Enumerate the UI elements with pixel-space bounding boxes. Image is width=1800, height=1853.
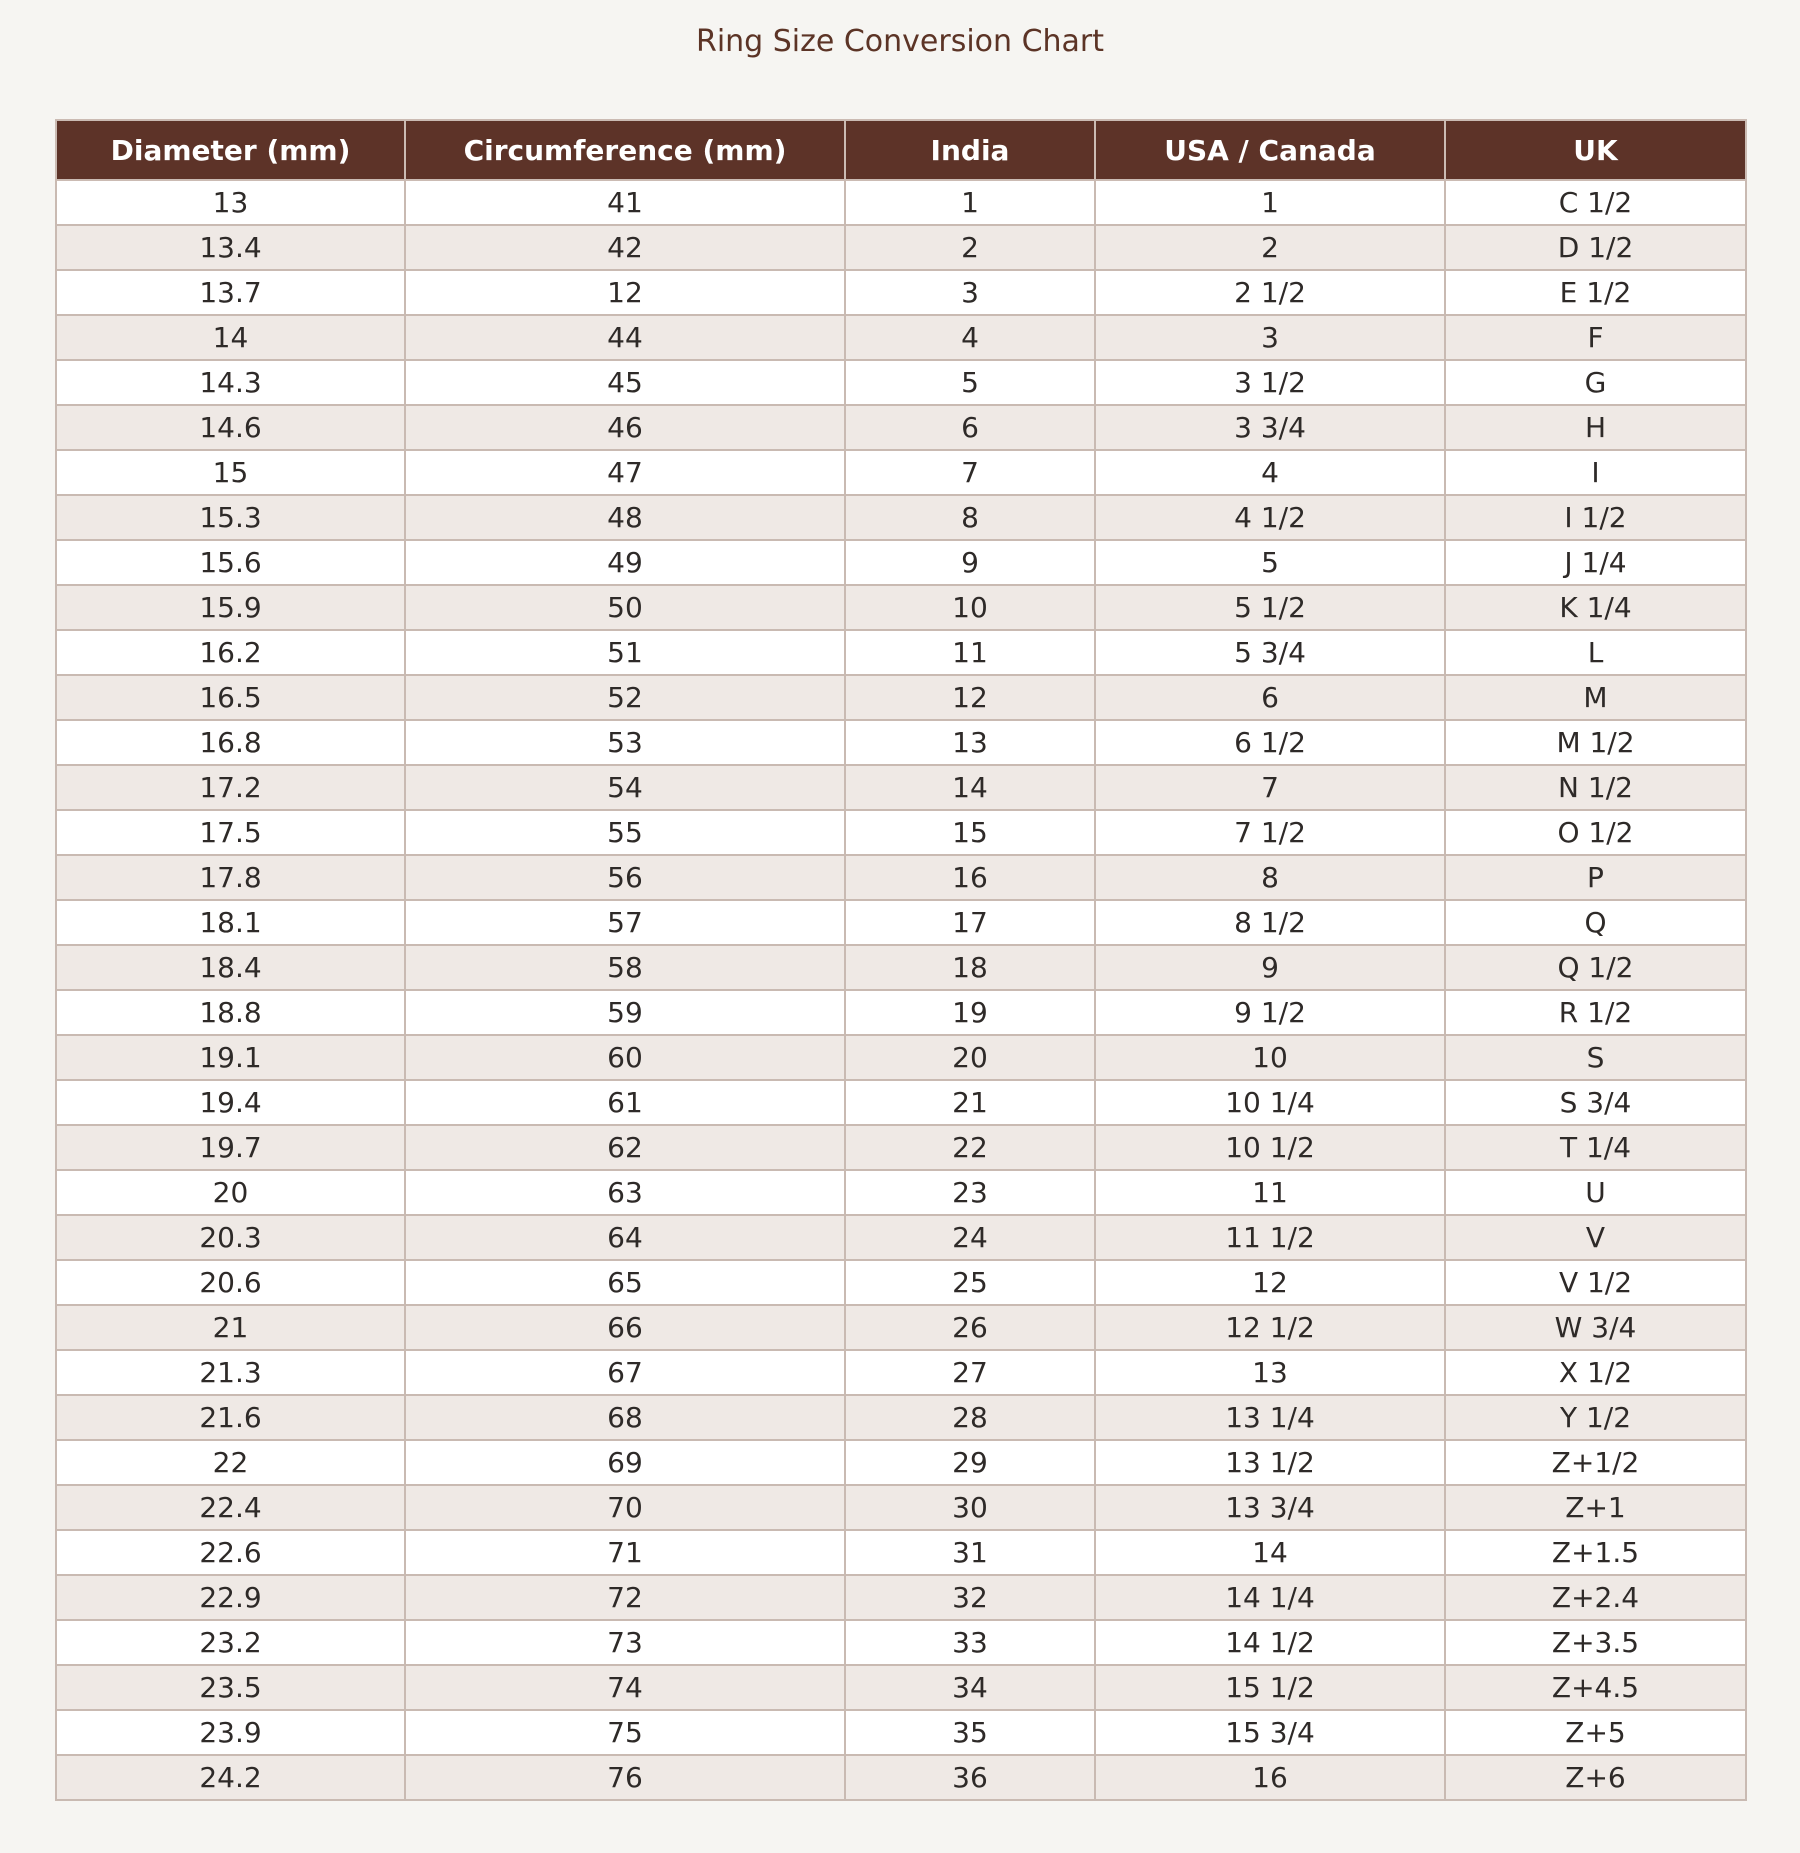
table-row bbox=[56, 1125, 1746, 1170]
table-row bbox=[56, 405, 1746, 450]
table-row bbox=[56, 1035, 1746, 1080]
table-row bbox=[56, 1710, 1746, 1755]
table-row bbox=[56, 270, 1746, 315]
table-row bbox=[56, 945, 1746, 990]
cell-india: 1 bbox=[845, 180, 1095, 225]
table-row bbox=[56, 630, 1746, 675]
cell-diameter: 18.8 bbox=[56, 990, 405, 1035]
table-row bbox=[56, 585, 1746, 630]
cell-diameter: 21.3 bbox=[56, 1350, 405, 1395]
cell-india: 17 bbox=[845, 900, 1095, 945]
cell-uk: O 1/2 bbox=[1445, 810, 1746, 855]
cell-india: 14 bbox=[845, 765, 1095, 810]
cell-diameter: 15 bbox=[56, 450, 405, 495]
cell-usa-canada: 12 1/2 bbox=[1095, 1305, 1445, 1350]
table-row bbox=[56, 1305, 1746, 1350]
cell-uk: Z+1/2 bbox=[1445, 1440, 1746, 1485]
cell-circumference: 68 bbox=[405, 1395, 845, 1440]
cell-india: 36 bbox=[845, 1755, 1095, 1800]
cell-diameter: 20.3 bbox=[56, 1215, 405, 1260]
cell-circumference: 70 bbox=[405, 1485, 845, 1530]
table-row bbox=[56, 1665, 1746, 1710]
cell-diameter: 14.3 bbox=[56, 360, 405, 405]
header-row bbox=[56, 120, 1746, 180]
cell-usa-canada: 13 3/4 bbox=[1095, 1485, 1445, 1530]
cell-usa-canada: 6 1/2 bbox=[1095, 720, 1445, 765]
cell-circumference: 72 bbox=[405, 1575, 845, 1620]
cell-usa-canada: 7 1/2 bbox=[1095, 810, 1445, 855]
cell-diameter: 15.3 bbox=[56, 495, 405, 540]
cell-usa-canada: 15 3/4 bbox=[1095, 1710, 1445, 1755]
cell-india: 35 bbox=[845, 1710, 1095, 1755]
cell-diameter: 21.6 bbox=[56, 1395, 405, 1440]
cell-uk: I bbox=[1445, 450, 1746, 495]
header-circumference: Circumference (mm) bbox=[405, 120, 845, 180]
cell-circumference: 66 bbox=[405, 1305, 845, 1350]
cell-circumference: 62 bbox=[405, 1125, 845, 1170]
cell-india: 15 bbox=[845, 810, 1095, 855]
cell-india: 13 bbox=[845, 720, 1095, 765]
cell-uk: P bbox=[1445, 855, 1746, 900]
cell-uk: C 1/2 bbox=[1445, 180, 1746, 225]
cell-india: 10 bbox=[845, 585, 1095, 630]
cell-usa-canada: 8 1/2 bbox=[1095, 900, 1445, 945]
cell-diameter: 16.8 bbox=[56, 720, 405, 765]
cell-india: 34 bbox=[845, 1665, 1095, 1710]
cell-circumference: 75 bbox=[405, 1710, 845, 1755]
cell-diameter: 13.7 bbox=[56, 270, 405, 315]
cell-uk: J 1/4 bbox=[1445, 540, 1746, 585]
header-usa-canada: USA / Canada bbox=[1095, 120, 1445, 180]
cell-india: 26 bbox=[845, 1305, 1095, 1350]
table-row bbox=[56, 1440, 1746, 1485]
cell-usa-canada: 4 1/2 bbox=[1095, 495, 1445, 540]
cell-diameter: 23.9 bbox=[56, 1710, 405, 1755]
cell-usa-canada: 10 1/2 bbox=[1095, 1125, 1445, 1170]
cell-circumference: 56 bbox=[405, 855, 845, 900]
cell-india: 29 bbox=[845, 1440, 1095, 1485]
table-row bbox=[56, 720, 1746, 765]
table-row bbox=[56, 675, 1746, 720]
cell-india: 23 bbox=[845, 1170, 1095, 1215]
cell-uk: D 1/2 bbox=[1445, 225, 1746, 270]
cell-usa-canada: 11 bbox=[1095, 1170, 1445, 1215]
cell-diameter: 15.9 bbox=[56, 585, 405, 630]
cell-diameter: 13.4 bbox=[56, 225, 405, 270]
cell-diameter: 17.5 bbox=[56, 810, 405, 855]
cell-diameter: 20 bbox=[56, 1170, 405, 1215]
cell-uk: K 1/4 bbox=[1445, 585, 1746, 630]
ring-size-table bbox=[55, 119, 1747, 1801]
cell-uk: U bbox=[1445, 1170, 1746, 1215]
cell-usa-canada: 3 bbox=[1095, 315, 1445, 360]
cell-diameter: 14.6 bbox=[56, 405, 405, 450]
cell-uk: G bbox=[1445, 360, 1746, 405]
cell-uk: N 1/2 bbox=[1445, 765, 1746, 810]
table-row bbox=[56, 360, 1746, 405]
cell-usa-canada: 4 bbox=[1095, 450, 1445, 495]
cell-uk: Q 1/2 bbox=[1445, 945, 1746, 990]
cell-uk: H bbox=[1445, 405, 1746, 450]
cell-diameter: 24.2 bbox=[56, 1755, 405, 1800]
cell-circumference: 48 bbox=[405, 495, 845, 540]
cell-diameter: 21 bbox=[56, 1305, 405, 1350]
cell-uk: S 3/4 bbox=[1445, 1080, 1746, 1125]
cell-circumference: 54 bbox=[405, 765, 845, 810]
cell-usa-canada: 14 1/2 bbox=[1095, 1620, 1445, 1665]
cell-circumference: 59 bbox=[405, 990, 845, 1035]
cell-circumference: 55 bbox=[405, 810, 845, 855]
table-row bbox=[56, 1620, 1746, 1665]
table-row bbox=[56, 765, 1746, 810]
cell-usa-canada: 5 1/2 bbox=[1095, 585, 1445, 630]
cell-circumference: 47 bbox=[405, 450, 845, 495]
cell-india: 20 bbox=[845, 1035, 1095, 1080]
cell-diameter: 22.9 bbox=[56, 1575, 405, 1620]
cell-india: 33 bbox=[845, 1620, 1095, 1665]
table-row bbox=[56, 855, 1746, 900]
cell-circumference: 58 bbox=[405, 945, 845, 990]
cell-uk: F bbox=[1445, 315, 1746, 360]
table-row bbox=[56, 810, 1746, 855]
table-row bbox=[56, 990, 1746, 1035]
cell-diameter: 16.5 bbox=[56, 675, 405, 720]
cell-circumference: 52 bbox=[405, 675, 845, 720]
cell-circumference: 76 bbox=[405, 1755, 845, 1800]
cell-usa-canada: 13 1/4 bbox=[1095, 1395, 1445, 1440]
cell-uk: S bbox=[1445, 1035, 1746, 1080]
table-row bbox=[56, 1260, 1746, 1305]
cell-usa-canada: 10 1/4 bbox=[1095, 1080, 1445, 1125]
cell-uk: Z+2.4 bbox=[1445, 1575, 1746, 1620]
cell-india: 21 bbox=[845, 1080, 1095, 1125]
cell-circumference: 71 bbox=[405, 1530, 845, 1575]
cell-india: 16 bbox=[845, 855, 1095, 900]
table-row bbox=[56, 1395, 1746, 1440]
cell-uk: Z+1.5 bbox=[1445, 1530, 1746, 1575]
cell-uk: V bbox=[1445, 1215, 1746, 1260]
cell-circumference: 49 bbox=[405, 540, 845, 585]
header-india: India bbox=[845, 120, 1095, 180]
cell-india: 30 bbox=[845, 1485, 1095, 1530]
cell-diameter: 19.7 bbox=[56, 1125, 405, 1170]
table-row bbox=[56, 1530, 1746, 1575]
cell-uk: R 1/2 bbox=[1445, 990, 1746, 1035]
cell-uk: W 3/4 bbox=[1445, 1305, 1746, 1350]
table-row bbox=[56, 1080, 1746, 1125]
table-row bbox=[56, 1350, 1746, 1395]
cell-usa-canada: 3 3/4 bbox=[1095, 405, 1445, 450]
cell-circumference: 12 bbox=[405, 270, 845, 315]
cell-uk: T 1/4 bbox=[1445, 1125, 1746, 1170]
cell-uk: Z+5 bbox=[1445, 1710, 1746, 1755]
cell-uk: V 1/2 bbox=[1445, 1260, 1746, 1305]
cell-india: 5 bbox=[845, 360, 1095, 405]
cell-diameter: 23.2 bbox=[56, 1620, 405, 1665]
cell-india: 25 bbox=[845, 1260, 1095, 1305]
cell-india: 12 bbox=[845, 675, 1095, 720]
cell-diameter: 22.4 bbox=[56, 1485, 405, 1530]
cell-circumference: 60 bbox=[405, 1035, 845, 1080]
table-row bbox=[56, 900, 1746, 945]
cell-india: 7 bbox=[845, 450, 1095, 495]
table-row bbox=[56, 315, 1746, 360]
cell-usa-canada: 15 1/2 bbox=[1095, 1665, 1445, 1710]
cell-india: 8 bbox=[845, 495, 1095, 540]
table-row bbox=[56, 540, 1746, 585]
cell-diameter: 13 bbox=[56, 180, 405, 225]
cell-usa-canada: 12 bbox=[1095, 1260, 1445, 1305]
cell-usa-canada: 2 1/2 bbox=[1095, 270, 1445, 315]
cell-usa-canada: 14 1/4 bbox=[1095, 1575, 1445, 1620]
cell-diameter: 23.5 bbox=[56, 1665, 405, 1710]
cell-diameter: 22.6 bbox=[56, 1530, 405, 1575]
cell-diameter: 18.4 bbox=[56, 945, 405, 990]
header-uk: UK bbox=[1445, 120, 1746, 180]
cell-circumference: 61 bbox=[405, 1080, 845, 1125]
cell-usa-canada: 3 1/2 bbox=[1095, 360, 1445, 405]
cell-circumference: 64 bbox=[405, 1215, 845, 1260]
cell-usa-canada: 16 bbox=[1095, 1755, 1445, 1800]
cell-diameter: 14 bbox=[56, 315, 405, 360]
cell-uk: M bbox=[1445, 675, 1746, 720]
cell-usa-canada: 10 bbox=[1095, 1035, 1445, 1080]
cell-uk: X 1/2 bbox=[1445, 1350, 1746, 1395]
cell-circumference: 50 bbox=[405, 585, 845, 630]
cell-usa-canada: 9 bbox=[1095, 945, 1445, 990]
table-row bbox=[56, 1170, 1746, 1215]
cell-india: 22 bbox=[845, 1125, 1095, 1170]
table-row bbox=[56, 1485, 1746, 1530]
cell-circumference: 73 bbox=[405, 1620, 845, 1665]
table-row bbox=[56, 1755, 1746, 1800]
cell-circumference: 41 bbox=[405, 180, 845, 225]
cell-usa-canada: 13 1/2 bbox=[1095, 1440, 1445, 1485]
cell-uk: L bbox=[1445, 630, 1746, 675]
cell-circumference: 51 bbox=[405, 630, 845, 675]
cell-usa-canada: 2 bbox=[1095, 225, 1445, 270]
cell-usa-canada: 5 3/4 bbox=[1095, 630, 1445, 675]
cell-diameter: 19.1 bbox=[56, 1035, 405, 1080]
cell-india: 6 bbox=[845, 405, 1095, 450]
table-row bbox=[56, 180, 1746, 225]
cell-india: 11 bbox=[845, 630, 1095, 675]
cell-usa-canada: 13 bbox=[1095, 1350, 1445, 1395]
table-row bbox=[56, 1575, 1746, 1620]
cell-india: 32 bbox=[845, 1575, 1095, 1620]
cell-diameter: 19.4 bbox=[56, 1080, 405, 1125]
cell-india: 31 bbox=[845, 1530, 1095, 1575]
table-body bbox=[56, 180, 1746, 1800]
cell-usa-canada: 8 bbox=[1095, 855, 1445, 900]
cell-uk: Z+4.5 bbox=[1445, 1665, 1746, 1710]
cell-india: 9 bbox=[845, 540, 1095, 585]
cell-diameter: 18.1 bbox=[56, 900, 405, 945]
table-row bbox=[56, 450, 1746, 495]
cell-india: 2 bbox=[845, 225, 1095, 270]
cell-diameter: 22 bbox=[56, 1440, 405, 1485]
cell-circumference: 46 bbox=[405, 405, 845, 450]
cell-circumference: 45 bbox=[405, 360, 845, 405]
cell-diameter: 15.6 bbox=[56, 540, 405, 585]
cell-circumference: 69 bbox=[405, 1440, 845, 1485]
cell-uk: Z+6 bbox=[1445, 1755, 1746, 1800]
cell-india: 24 bbox=[845, 1215, 1095, 1260]
cell-diameter: 16.2 bbox=[56, 630, 405, 675]
cell-usa-canada: 1 bbox=[1095, 180, 1445, 225]
cell-uk: I 1/2 bbox=[1445, 495, 1746, 540]
cell-uk: Y 1/2 bbox=[1445, 1395, 1746, 1440]
header-diameter: Diameter (mm) bbox=[56, 120, 405, 180]
cell-circumference: 65 bbox=[405, 1260, 845, 1305]
cell-india: 18 bbox=[845, 945, 1095, 990]
table-row bbox=[56, 495, 1746, 540]
cell-uk: Z+1 bbox=[1445, 1485, 1746, 1530]
cell-circumference: 74 bbox=[405, 1665, 845, 1710]
cell-diameter: 17.8 bbox=[56, 855, 405, 900]
cell-india: 19 bbox=[845, 990, 1095, 1035]
cell-circumference: 67 bbox=[405, 1350, 845, 1395]
cell-usa-canada: 11 1/2 bbox=[1095, 1215, 1445, 1260]
table-row bbox=[56, 1215, 1746, 1260]
chart-title: Ring Size Conversion Chart bbox=[695, 24, 1105, 59]
cell-uk: Z+3.5 bbox=[1445, 1620, 1746, 1665]
cell-india: 3 bbox=[845, 270, 1095, 315]
cell-circumference: 42 bbox=[405, 225, 845, 270]
cell-usa-canada: 6 bbox=[1095, 675, 1445, 720]
cell-uk: Q bbox=[1445, 900, 1746, 945]
cell-uk: E 1/2 bbox=[1445, 270, 1746, 315]
cell-diameter: 17.2 bbox=[56, 765, 405, 810]
cell-usa-canada: 5 bbox=[1095, 540, 1445, 585]
cell-circumference: 53 bbox=[405, 720, 845, 765]
cell-usa-canada: 9 1/2 bbox=[1095, 990, 1445, 1035]
cell-usa-canada: 14 bbox=[1095, 1530, 1445, 1575]
cell-uk: M 1/2 bbox=[1445, 720, 1746, 765]
cell-diameter: 20.6 bbox=[56, 1260, 405, 1305]
cell-circumference: 57 bbox=[405, 900, 845, 945]
cell-usa-canada: 7 bbox=[1095, 765, 1445, 810]
cell-india: 28 bbox=[845, 1395, 1095, 1440]
cell-india: 4 bbox=[845, 315, 1095, 360]
cell-circumference: 44 bbox=[405, 315, 845, 360]
table-row bbox=[56, 225, 1746, 270]
cell-india: 27 bbox=[845, 1350, 1095, 1395]
cell-circumference: 63 bbox=[405, 1170, 845, 1215]
